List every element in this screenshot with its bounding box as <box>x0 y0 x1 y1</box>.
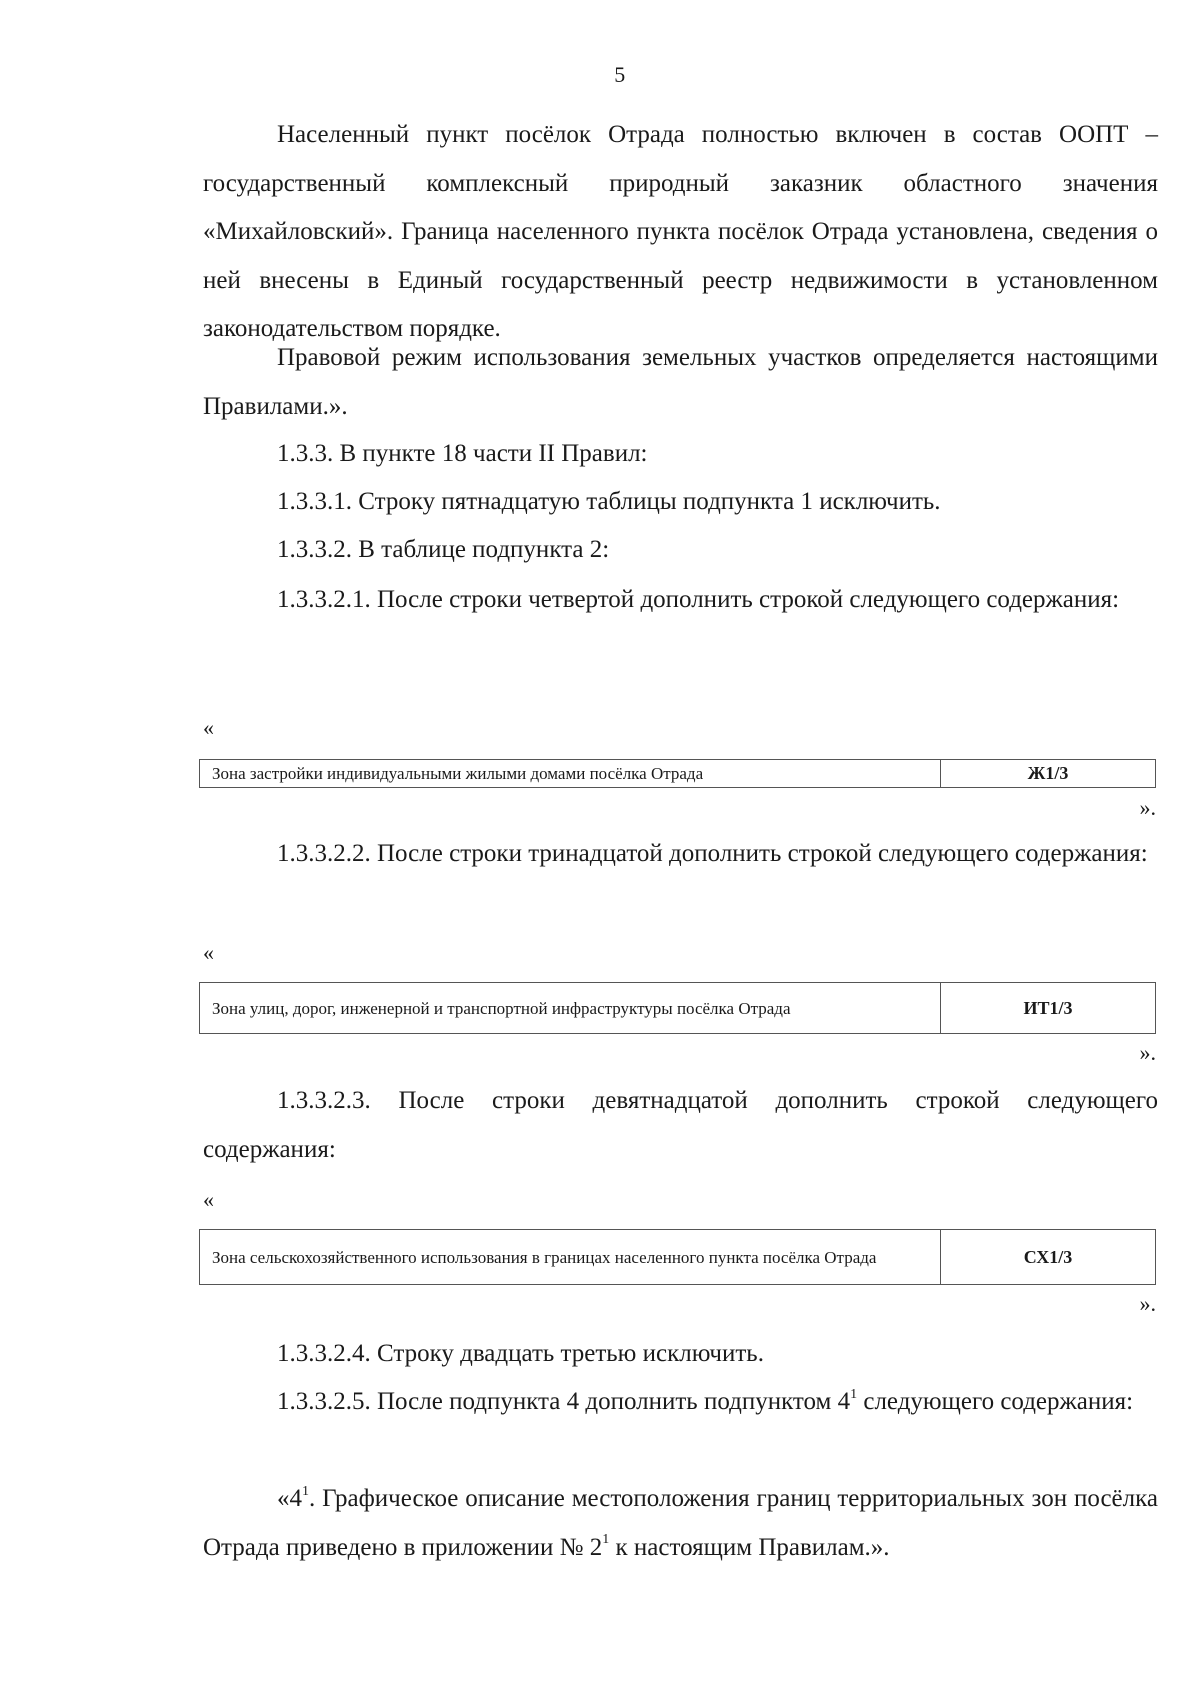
paragraph-text: . Графическое описание местоположения границ территориальных зон посёлка Отрада приведено в приложении № 2 <box>203 1485 1158 1561</box>
paragraph-1-3-3-2-3: 1.3.3.2.3. После строки девятнадцатой дополнить строкой следующего содержания: <box>203 1087 1158 1163</box>
zone-name-cell: Зона сельскохозяйственного использования в границах населенного пункта посёлка Отрада <box>200 1230 941 1285</box>
table-row <box>200 983 1156 1034</box>
superscript: 1 <box>602 1532 610 1548</box>
paragraph-1-3-3-2-4: 1.3.3.2.4. Строку двадцать третью исключить. <box>277 1340 764 1367</box>
paragraph-4-1-graphic-description <box>203 1475 1158 1572</box>
zone-name-cell: Зона улиц, дорог, инженерной и транспортной инфраструктуры посёлка Отрада <box>200 983 941 1034</box>
superscript: 1 <box>302 1483 309 1499</box>
quote-open-3: « <box>203 1187 214 1212</box>
table-row <box>200 760 1156 788</box>
paragraph-1-3-3-2-5 <box>203 1378 1158 1427</box>
zone-code-cell: СХ1/3 <box>941 1230 1156 1285</box>
paragraph-text: следующего содержания: <box>857 1388 1134 1415</box>
paragraph-text: «4 <box>277 1485 302 1512</box>
zone-code-cell: ИТ1/3 <box>941 983 1156 1034</box>
zone-code-cell: Ж1/3 <box>941 760 1156 788</box>
zone-name-cell: Зона застройки индивидуальными жилыми домами посёлка Отрада <box>200 760 941 788</box>
quote-close-2: ». <box>1139 1040 1156 1065</box>
paragraph-1-3-3: 1.3.3. В пункте 18 части II Правил: <box>277 440 648 467</box>
paragraph-1-3-3-2: 1.3.3.2. В таблице подпункта 2: <box>277 536 610 563</box>
page-number: 5 <box>614 62 626 87</box>
quote-close-1: ». <box>1139 795 1156 820</box>
table-row <box>200 1230 1156 1285</box>
quote-open-2: « <box>203 940 214 965</box>
paragraph-text: 1.3.3.2.5. После подпункта 4 дополнить подпунктом 4 <box>277 1388 851 1415</box>
quote-close-3: ». <box>1139 1291 1156 1316</box>
quote-open-1: « <box>203 715 214 740</box>
inserted-row-table-1 <box>199 759 1156 788</box>
paragraph-settlement-description: Населенный пункт посёлок Отрада полностью включен в состав ООПТ – государственный комплексный природный заказник областного значения «Михайловский». Граница населенного пункта посёлок Отрада установлена, сведения о ней внесены в Единый государственный реестр недвижимости в установленном законодательством порядке. <box>203 121 1158 342</box>
inserted-row-table-3 <box>199 1229 1156 1285</box>
paragraph-1-3-3-2-2: 1.3.3.2.2. После строки тринадцатой дополнить строкой следующего содержания: <box>277 840 1148 867</box>
paragraph-legal-regime: Правовой режим использования земельных участков определяется настоящими Правилами.». <box>203 344 1158 420</box>
paragraph-text: к настоящим Правилам.». <box>609 1533 890 1561</box>
superscript: 1 <box>850 1386 858 1402</box>
paragraph-1-3-3-2-1: 1.3.3.2.1. После строки четвертой дополнить строкой следующего содержания: <box>277 586 1120 613</box>
paragraph-1-3-3-1: 1.3.3.1. Строку пятнадцатую таблицы подпункта 1 исключить. <box>277 488 941 515</box>
inserted-row-table-2 <box>199 982 1156 1034</box>
